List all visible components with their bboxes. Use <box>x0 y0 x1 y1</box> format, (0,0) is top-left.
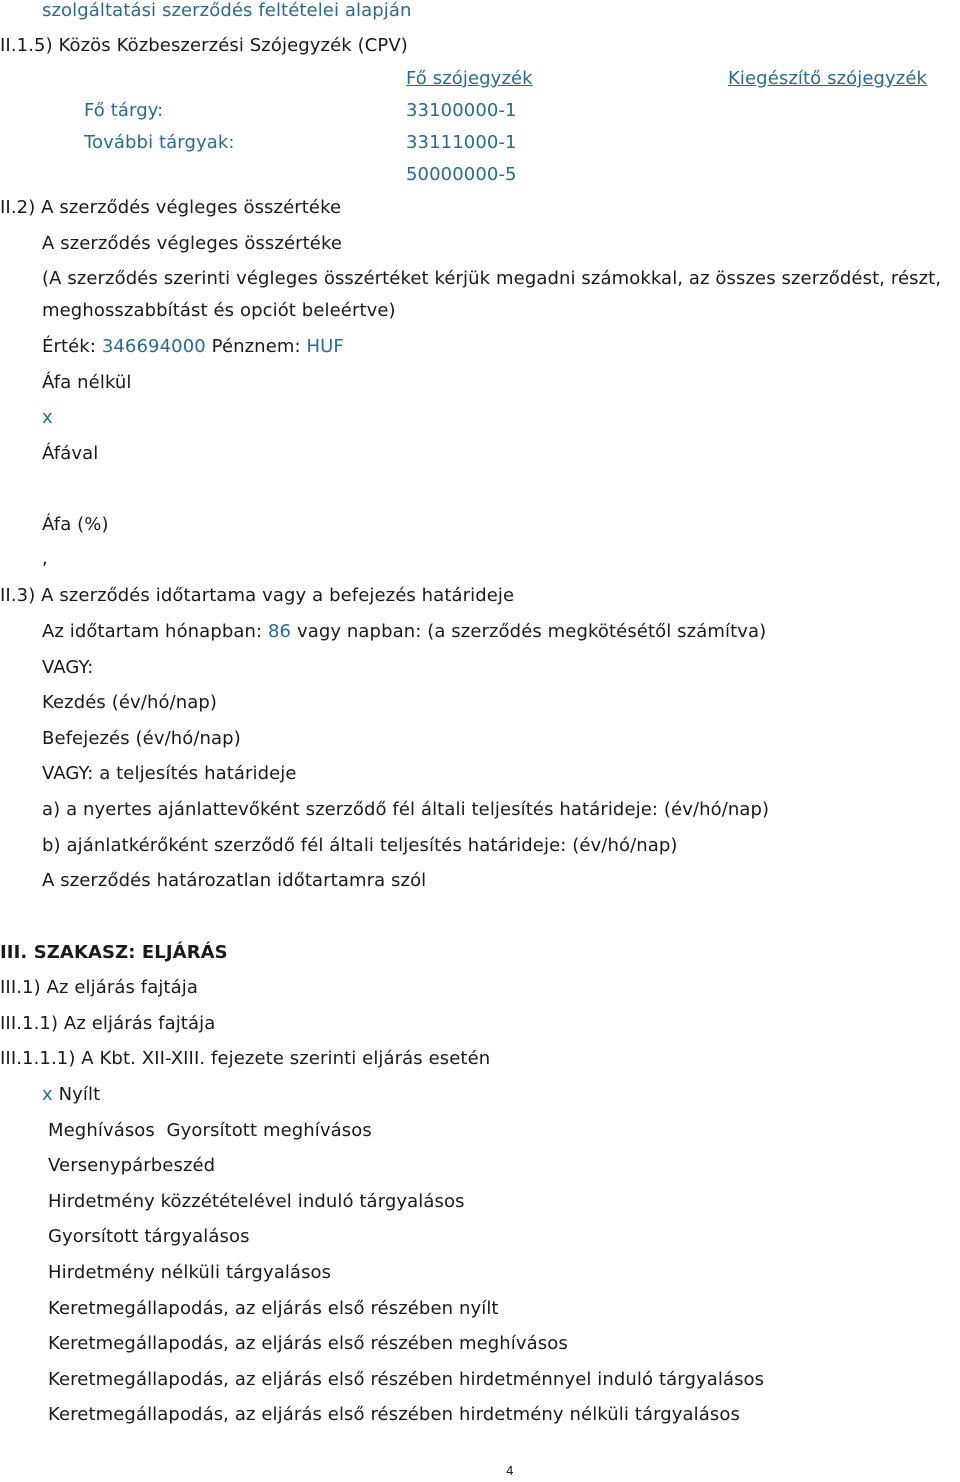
duration-a: a) a nyertes ajánlattevőként szerződő fél általi teljesítés határideje: (év/hó/nap) <box>42 799 770 820</box>
procedure-option: Gyorsított meghívásos <box>166 1120 372 1141</box>
vat-pct-label: Áfa (%) <box>42 514 109 535</box>
procedure-option: Versenypárbeszéd <box>48 1155 216 1176</box>
value-label: Érték: <box>42 336 96 357</box>
procedure-option: Gyorsított tárgyalásos <box>48 1226 250 1247</box>
vat-pct-value: , <box>42 548 48 569</box>
selected-mark: x <box>42 1084 53 1105</box>
vat-without: Áfa nélkül <box>42 372 132 393</box>
duration-end: Befejezés (év/hó/nap) <box>42 728 241 749</box>
cpv-other-label: További tárgyak: <box>84 132 235 153</box>
procedure-option: Keretmegállapodás, az eljárás első részében hirdetmény nélküli tárgyalásos <box>48 1404 740 1425</box>
duration-b: b) ajánlatkérőként szerződő fél általi teljesítés határideje: (év/hó/nap) <box>42 835 678 856</box>
duration-or: VAGY: a teljesítés határideje <box>42 763 297 784</box>
cpv-main-code: 33100000-1 <box>406 100 517 121</box>
value-heading: II.2) A szerződés végleges összértéke <box>0 197 342 218</box>
vat-mark: x <box>42 407 53 428</box>
procedure-option: Hirdetmény közzétételével induló tárgyalásos <box>48 1191 465 1212</box>
duration-indefinite: A szerződés határozatlan időtartamra szól <box>42 870 427 891</box>
currency-value: HUF <box>306 336 344 357</box>
procedure-option-row <box>48 1120 372 1142</box>
value-subheading: A szerződés végleges összértéke <box>42 233 343 254</box>
procedure-option: Keretmegállapodás, az eljárás első részében nyílt <box>48 1298 499 1319</box>
duration-heading: II.3) A szerződés időtartama vagy a befejezés határideje <box>0 585 515 606</box>
months-prefix: Az időtartam hónapban: <box>42 621 263 642</box>
duration-or: VAGY: <box>42 657 94 678</box>
months-suffix: vagy napban: (a szerződés megkötésétől számítva) <box>296 621 767 642</box>
top-line: szolgáltatási szerződés feltételei alapján <box>42 0 412 21</box>
currency-label: Pénznem: <box>211 336 301 357</box>
procedure-option: Keretmegállapodás, az eljárás első részében meghívásos <box>48 1333 568 1354</box>
procedure-option: Keretmegállapodás, az eljárás első részében hirdetménnyel induló tárgyalásos <box>48 1369 765 1390</box>
section-heading: III. SZAKASZ: ELJÁRÁS <box>0 942 228 963</box>
duration-start: Kezdés (év/hó/nap) <box>42 692 218 713</box>
procedure-h3: III.1.1.1) A Kbt. XII-XIII. fejezete szerinti eljárás esetén <box>0 1048 491 1069</box>
cpv-col-main: Fő szójegyzék <box>406 68 533 89</box>
value-note: (A szerződés szerinti végleges összértéket kérjük megadni számokkal, az összes szerződést, részt, <box>42 268 942 289</box>
value-row <box>42 336 344 358</box>
cpv-heading: II.1.5) Közös Közbeszerzési Szójegyzék (CPV) <box>0 35 408 56</box>
procedure-option: Meghívásos <box>48 1120 155 1141</box>
page-number: 4 <box>506 1464 514 1478</box>
cpv-other-code: 33111000-1 <box>406 132 517 153</box>
procedure-h1: III.1) Az eljárás fajtája <box>0 977 198 998</box>
procedure-selected <box>42 1084 100 1106</box>
cpv-main-label: Fő tárgy: <box>84 100 164 121</box>
vat-with: Áfával <box>42 443 99 464</box>
duration-months-row <box>42 621 766 643</box>
months-value: 86 <box>268 621 292 642</box>
selected-option: Nyílt <box>58 1084 101 1105</box>
procedure-h2: III.1.1) Az eljárás fajtája <box>0 1013 216 1034</box>
cpv-other-code: 50000000-5 <box>406 164 517 185</box>
value-note: meghosszabbítást és opciót beleértve) <box>42 300 396 321</box>
value-amount: 346694000 <box>101 336 206 357</box>
cpv-col-extra: Kiegészítő szójegyzék <box>728 68 928 89</box>
procedure-option: Hirdetmény nélküli tárgyalásos <box>48 1262 332 1283</box>
